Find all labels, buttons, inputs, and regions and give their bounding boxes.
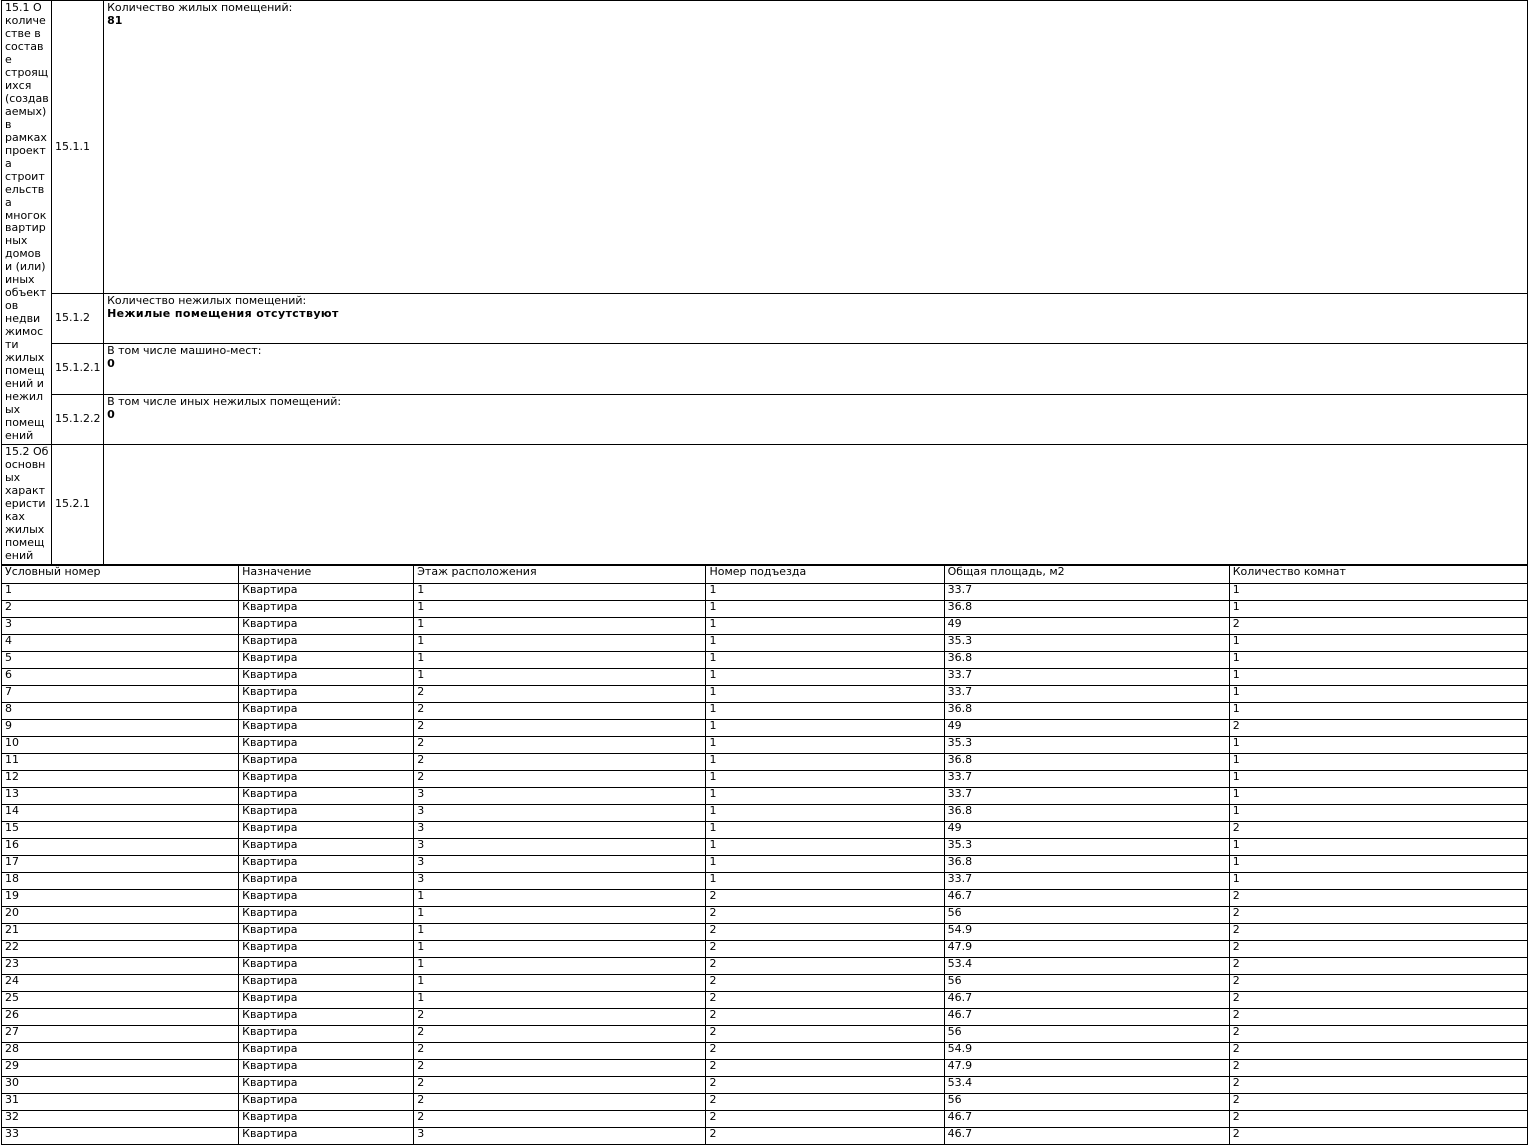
cell-entrance: 1: [706, 736, 944, 753]
cell-conditional-number: 9: [2, 719, 239, 736]
cell-entrance: 1: [706, 770, 944, 787]
cell-rooms: 1: [1229, 855, 1527, 872]
cell-floor: 2: [414, 719, 706, 736]
cell-entrance: 1: [706, 583, 944, 600]
cell-floor: 1: [414, 583, 706, 600]
field-value-residential-count: 81: [107, 13, 123, 27]
cell-total-area: 46.7: [944, 1110, 1229, 1127]
table-row: [2, 668, 1528, 685]
cell-purpose: Квартира: [239, 634, 414, 651]
cell-total-area: 33.7: [944, 685, 1229, 702]
cell-conditional-number: 10: [2, 736, 239, 753]
table-row: [2, 1008, 1528, 1025]
cell-entrance: 2: [706, 1059, 944, 1076]
cell-purpose: Квартира: [239, 991, 414, 1008]
cell-conditional-number: 8: [2, 702, 239, 719]
table-row: [2, 957, 1528, 974]
cell-rooms: 2: [1229, 1025, 1527, 1042]
cell-total-area: 53.4: [944, 957, 1229, 974]
field-value-other-nonresidential-count: 0: [107, 407, 115, 421]
row-content-15-1-2-2: [104, 394, 1528, 444]
group-15-2-label: 15.2 Об основных характеристиках жилых помещений: [2, 444, 52, 564]
cell-total-area: 33.7: [944, 770, 1229, 787]
cell-purpose: Квартира: [239, 974, 414, 991]
cell-entrance: 1: [706, 804, 944, 821]
cell-conditional-number: 3: [2, 617, 239, 634]
cell-total-area: 56: [944, 1025, 1229, 1042]
table-row: [2, 940, 1528, 957]
table-row: [2, 872, 1528, 889]
cell-rooms: 1: [1229, 804, 1527, 821]
row-content-15-1-2: [104, 294, 1528, 344]
row-code-15-1-2: 15.1.2: [52, 294, 104, 344]
cell-floor: 1: [414, 600, 706, 617]
cell-purpose: Квартира: [239, 872, 414, 889]
column-header-entrance: Номер подъезда: [706, 565, 944, 583]
cell-purpose: Квартира: [239, 753, 414, 770]
cell-purpose: Квартира: [239, 906, 414, 923]
cell-floor: 3: [414, 838, 706, 855]
cell-conditional-number: 11: [2, 753, 239, 770]
cell-entrance: 1: [706, 753, 944, 770]
cell-rooms: 1: [1229, 702, 1527, 719]
cell-total-area: 54.9: [944, 923, 1229, 940]
cell-entrance: 2: [706, 974, 944, 991]
cell-total-area: 36.8: [944, 702, 1229, 719]
cell-floor: 2: [414, 1025, 706, 1042]
cell-floor: 1: [414, 634, 706, 651]
table-row: [2, 753, 1528, 770]
cell-purpose: Квартира: [239, 940, 414, 957]
cell-floor: 2: [414, 1008, 706, 1025]
field-label-residential-count: Количество жилых помещений:: [107, 1, 293, 14]
cell-conditional-number: 29: [2, 1059, 239, 1076]
cell-floor: 1: [414, 651, 706, 668]
cell-entrance: 2: [706, 1110, 944, 1127]
cell-total-area: 53.4: [944, 1076, 1229, 1093]
cell-total-area: 36.8: [944, 651, 1229, 668]
cell-rooms: 2: [1229, 889, 1527, 906]
table-row: [2, 1093, 1528, 1110]
cell-rooms: 2: [1229, 1042, 1527, 1059]
cell-entrance: 1: [706, 855, 944, 872]
table-row: [2, 1025, 1528, 1042]
cell-conditional-number: 19: [2, 889, 239, 906]
cell-entrance: 2: [706, 1042, 944, 1059]
field-label-nonresidential-count: Количество нежилых помещений:: [107, 294, 307, 307]
cell-floor: 1: [414, 889, 706, 906]
cell-rooms: 2: [1229, 991, 1527, 1008]
cell-entrance: 1: [706, 702, 944, 719]
cell-total-area: 56: [944, 974, 1229, 991]
cell-total-area: 33.7: [944, 872, 1229, 889]
cell-entrance: 1: [706, 787, 944, 804]
table-header-row: [2, 565, 1528, 583]
cell-conditional-number: 6: [2, 668, 239, 685]
table-row: [2, 736, 1528, 753]
cell-conditional-number: 17: [2, 855, 239, 872]
cell-conditional-number: 13: [2, 787, 239, 804]
cell-conditional-number: 33: [2, 1127, 239, 1144]
cell-purpose: Квартира: [239, 838, 414, 855]
cell-entrance: 1: [706, 668, 944, 685]
cell-entrance: 2: [706, 906, 944, 923]
table-row: [2, 804, 1528, 821]
cell-floor: 1: [414, 923, 706, 940]
cell-purpose: Квартира: [239, 1042, 414, 1059]
cell-conditional-number: 26: [2, 1008, 239, 1025]
cell-entrance: 1: [706, 600, 944, 617]
cell-entrance: 2: [706, 923, 944, 940]
cell-total-area: 49: [944, 719, 1229, 736]
cell-total-area: 35.3: [944, 736, 1229, 753]
cell-conditional-number: 21: [2, 923, 239, 940]
cell-rooms: 1: [1229, 634, 1527, 651]
cell-floor: 1: [414, 940, 706, 957]
cell-conditional-number: 15: [2, 821, 239, 838]
section-15-1-table: [1, 0, 1528, 565]
cell-purpose: Квартира: [239, 668, 414, 685]
table-row: [2, 634, 1528, 651]
column-header-floor: Этаж расположения: [414, 565, 706, 583]
cell-conditional-number: 23: [2, 957, 239, 974]
cell-conditional-number: 14: [2, 804, 239, 821]
row-content-15-1-2-1: [104, 344, 1528, 394]
apartments-table-wrapper: [1, 565, 1528, 1145]
table-row: [2, 444, 1528, 564]
cell-rooms: 2: [1229, 821, 1527, 838]
cell-purpose: Квартира: [239, 651, 414, 668]
cell-conditional-number: 5: [2, 651, 239, 668]
cell-total-area: 36.8: [944, 753, 1229, 770]
cell-total-area: 49: [944, 821, 1229, 838]
cell-floor: 2: [414, 702, 706, 719]
table-row: [2, 991, 1528, 1008]
cell-purpose: Квартира: [239, 1059, 414, 1076]
cell-rooms: 2: [1229, 1127, 1527, 1144]
cell-purpose: Квартира: [239, 787, 414, 804]
row-code-15-2-1: 15.2.1: [52, 444, 104, 564]
cell-floor: 2: [414, 1042, 706, 1059]
apartments-table-body: [2, 583, 1528, 1144]
table-row: [2, 1059, 1528, 1076]
cell-rooms: 2: [1229, 974, 1527, 991]
cell-purpose: Квартира: [239, 617, 414, 634]
cell-rooms: 2: [1229, 1008, 1527, 1025]
cell-entrance: 2: [706, 940, 944, 957]
cell-conditional-number: 32: [2, 1110, 239, 1127]
cell-rooms: 2: [1229, 1076, 1527, 1093]
cell-purpose: Квартира: [239, 804, 414, 821]
cell-rooms: 1: [1229, 787, 1527, 804]
cell-rooms: 2: [1229, 940, 1527, 957]
table-row: [2, 394, 1528, 444]
table-row: [2, 1, 1528, 294]
cell-conditional-number: 20: [2, 906, 239, 923]
cell-purpose: Квартира: [239, 600, 414, 617]
cell-rooms: 1: [1229, 668, 1527, 685]
table-row: [2, 583, 1528, 600]
cell-purpose: Квартира: [239, 702, 414, 719]
cell-rooms: 2: [1229, 923, 1527, 940]
table-row: [2, 600, 1528, 617]
cell-entrance: 1: [706, 872, 944, 889]
column-header-rooms: Количество комнат: [1229, 565, 1527, 583]
cell-purpose: Квартира: [239, 583, 414, 600]
row-code-15-1-2-2: 15.1.2.2: [52, 394, 104, 444]
table-row: [2, 787, 1528, 804]
cell-rooms: 1: [1229, 872, 1527, 889]
cell-floor: 2: [414, 770, 706, 787]
cell-rooms: 2: [1229, 906, 1527, 923]
cell-purpose: Квартира: [239, 957, 414, 974]
cell-floor: 1: [414, 991, 706, 1008]
field-label-other-nonresidential-count: В том числе иных нежилых помещений:: [107, 394, 342, 408]
cell-rooms: 1: [1229, 600, 1527, 617]
cell-conditional-number: 25: [2, 991, 239, 1008]
cell-floor: 3: [414, 855, 706, 872]
table-row: [2, 838, 1528, 855]
cell-rooms: 1: [1229, 736, 1527, 753]
cell-floor: 2: [414, 685, 706, 702]
cell-total-area: 56: [944, 906, 1229, 923]
cell-floor: 3: [414, 787, 706, 804]
cell-floor: 1: [414, 617, 706, 634]
table-row: [2, 1127, 1528, 1144]
table-row: [2, 1110, 1528, 1127]
cell-total-area: 54.9: [944, 1042, 1229, 1059]
group-15-1-label: 15.1 О количестве в составе строящихся (создаваемых) в рамках проекта строительства многоквартирных домов и (или) иных объектов недвижимости жилых помещений и нежилых помещений: [2, 1, 52, 445]
cell-purpose: Квартира: [239, 1093, 414, 1110]
cell-purpose: Квартира: [239, 685, 414, 702]
cell-floor: 1: [414, 974, 706, 991]
cell-floor: 2: [414, 1059, 706, 1076]
table-row: [2, 1042, 1528, 1059]
cell-entrance: 2: [706, 1008, 944, 1025]
apartments-table: [1, 565, 1528, 1145]
cell-conditional-number: 12: [2, 770, 239, 787]
cell-conditional-number: 1: [2, 583, 239, 600]
cell-rooms: 2: [1229, 1110, 1527, 1127]
cell-entrance: 1: [706, 821, 944, 838]
cell-total-area: 47.9: [944, 1059, 1229, 1076]
field-label-parking-count: В том числе машино-мест:: [107, 344, 262, 358]
cell-floor: 3: [414, 1127, 706, 1144]
table-row: [2, 617, 1528, 634]
cell-purpose: Квартира: [239, 923, 414, 940]
cell-purpose: Квартира: [239, 719, 414, 736]
cell-purpose: Квартира: [239, 1025, 414, 1042]
cell-conditional-number: 22: [2, 940, 239, 957]
table-row: [2, 702, 1528, 719]
table-row: [2, 906, 1528, 923]
row-content-15-2-1: [104, 444, 1528, 564]
cell-rooms: 2: [1229, 1059, 1527, 1076]
cell-entrance: 2: [706, 957, 944, 974]
cell-total-area: 35.3: [944, 634, 1229, 651]
cell-rooms: 1: [1229, 770, 1527, 787]
cell-entrance: 2: [706, 889, 944, 906]
row-code-15-1-2-1: 15.1.2.1: [52, 344, 104, 394]
cell-purpose: Квартира: [239, 1127, 414, 1144]
cell-floor: 2: [414, 1076, 706, 1093]
table-row: [2, 889, 1528, 906]
cell-entrance: 1: [706, 838, 944, 855]
cell-purpose: Квартира: [239, 1008, 414, 1025]
row-code-15-1-1: 15.1.1: [52, 1, 104, 294]
cell-total-area: 46.7: [944, 1127, 1229, 1144]
cell-floor: 2: [414, 1093, 706, 1110]
cell-conditional-number: 28: [2, 1042, 239, 1059]
cell-total-area: 36.8: [944, 600, 1229, 617]
cell-total-area: 46.7: [944, 1008, 1229, 1025]
cell-rooms: 1: [1229, 753, 1527, 770]
cell-entrance: 1: [706, 719, 944, 736]
cell-total-area: 49: [944, 617, 1229, 634]
cell-purpose: Квартира: [239, 1110, 414, 1127]
cell-conditional-number: 31: [2, 1093, 239, 1110]
table-row: [2, 821, 1528, 838]
cell-rooms: 1: [1229, 583, 1527, 600]
cell-total-area: 33.7: [944, 668, 1229, 685]
cell-total-area: 36.8: [944, 855, 1229, 872]
cell-total-area: 33.7: [944, 787, 1229, 804]
table-row: [2, 651, 1528, 668]
row-content-15-1-1: [104, 1, 1528, 294]
cell-entrance: 1: [706, 617, 944, 634]
cell-rooms: 2: [1229, 1093, 1527, 1110]
cell-entrance: 1: [706, 685, 944, 702]
cell-floor: 3: [414, 821, 706, 838]
cell-conditional-number: 4: [2, 634, 239, 651]
table-row: [2, 344, 1528, 394]
table-row: [2, 770, 1528, 787]
cell-purpose: Квартира: [239, 855, 414, 872]
column-header-conditional-number: Условный номер: [2, 565, 239, 583]
cell-purpose: Квартира: [239, 1076, 414, 1093]
table-row: [2, 719, 1528, 736]
cell-purpose: Квартира: [239, 736, 414, 753]
cell-rooms: 1: [1229, 838, 1527, 855]
cell-conditional-number: 16: [2, 838, 239, 855]
cell-conditional-number: 18: [2, 872, 239, 889]
cell-floor: 2: [414, 1110, 706, 1127]
cell-total-area: 46.7: [944, 991, 1229, 1008]
cell-floor: 3: [414, 872, 706, 889]
cell-conditional-number: 27: [2, 1025, 239, 1042]
cell-rooms: 2: [1229, 719, 1527, 736]
cell-conditional-number: 24: [2, 974, 239, 991]
cell-conditional-number: 2: [2, 600, 239, 617]
field-value-nonresidential-count: Нежилые помещения отсутствуют: [107, 306, 339, 320]
cell-entrance: 2: [706, 1093, 944, 1110]
cell-floor: 3: [414, 804, 706, 821]
field-value-parking-count: 0: [107, 357, 115, 371]
cell-rooms: 1: [1229, 685, 1527, 702]
cell-floor: 2: [414, 753, 706, 770]
table-row: [2, 855, 1528, 872]
cell-entrance: 2: [706, 1076, 944, 1093]
cell-entrance: 1: [706, 634, 944, 651]
column-header-purpose: Назначение: [239, 565, 414, 583]
cell-purpose: Квартира: [239, 770, 414, 787]
cell-total-area: 56: [944, 1093, 1229, 1110]
cell-floor: 1: [414, 668, 706, 685]
cell-total-area: 36.8: [944, 804, 1229, 821]
cell-total-area: 47.9: [944, 940, 1229, 957]
cell-total-area: 35.3: [944, 838, 1229, 855]
cell-rooms: 1: [1229, 651, 1527, 668]
table-row: [2, 1076, 1528, 1093]
cell-floor: 1: [414, 957, 706, 974]
cell-floor: 2: [414, 736, 706, 753]
cell-entrance: 2: [706, 1025, 944, 1042]
cell-purpose: Квартира: [239, 889, 414, 906]
column-header-total-area: Общая площадь, м2: [944, 565, 1229, 583]
cell-purpose: Квартира: [239, 821, 414, 838]
cell-conditional-number: 30: [2, 1076, 239, 1093]
cell-entrance: 1: [706, 651, 944, 668]
table-row: [2, 923, 1528, 940]
cell-rooms: 2: [1229, 957, 1527, 974]
cell-total-area: 33.7: [944, 583, 1229, 600]
table-row: [2, 685, 1528, 702]
cell-floor: 1: [414, 906, 706, 923]
cell-total-area: 46.7: [944, 889, 1229, 906]
cell-entrance: 2: [706, 991, 944, 1008]
cell-rooms: 2: [1229, 617, 1527, 634]
table-row: [2, 294, 1528, 344]
table-row: [2, 974, 1528, 991]
cell-conditional-number: 7: [2, 685, 239, 702]
cell-entrance: 2: [706, 1127, 944, 1144]
